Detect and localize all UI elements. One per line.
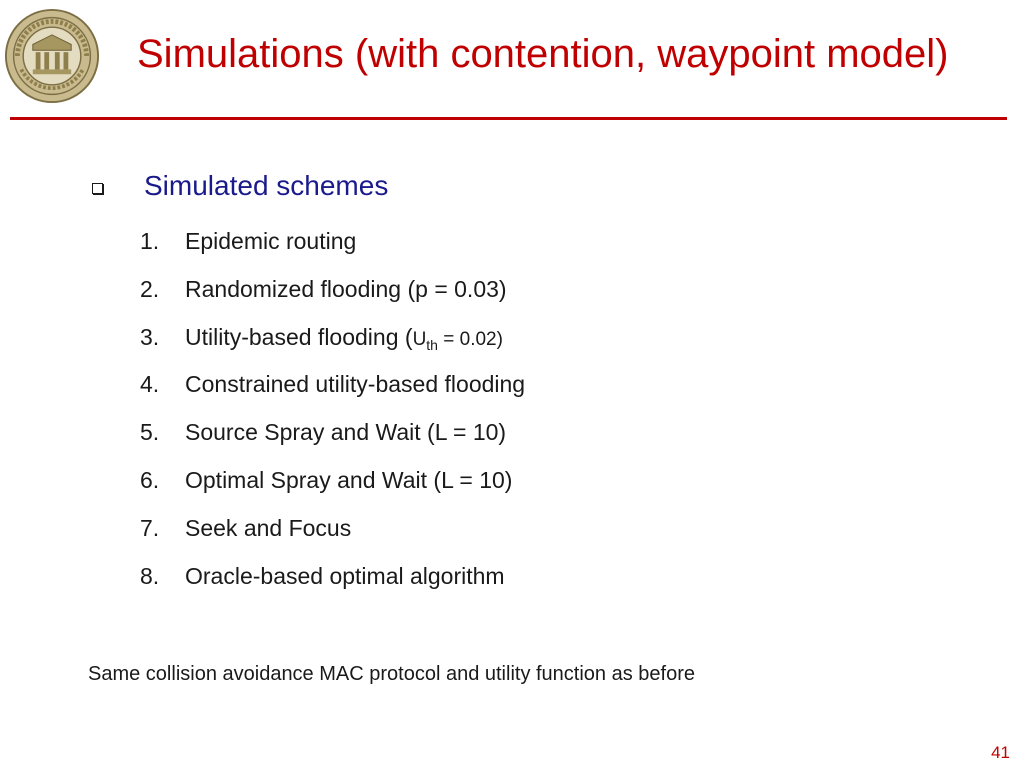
list-item: [140, 370, 525, 418]
item-text: Oracle-based optimal algorithm: [185, 562, 505, 589]
page-number: 41: [991, 743, 1010, 762]
bullet-square-icon: [92, 183, 103, 194]
item-number: 8.: [140, 562, 160, 589]
item-number: 7.: [140, 514, 160, 541]
item-text: Constrained utility-based flooding: [185, 371, 526, 398]
list-item: [140, 275, 525, 323]
item-number: 1.: [140, 228, 160, 254]
page-title: Simulations (with contention, waypoint model): [137, 32, 949, 76]
item-text: Epidemic routing: [185, 228, 357, 254]
list-item: [140, 418, 525, 466]
item-number: 6.: [140, 466, 160, 493]
title-divider: [10, 117, 1007, 120]
list-item: [140, 466, 525, 514]
threshold-variable: U: [412, 328, 427, 350]
university-seal-icon: [4, 8, 100, 104]
item-text: Utility-based flooding (: [185, 323, 413, 350]
threshold-subscript: th: [426, 336, 438, 353]
item-number: 5.: [140, 419, 160, 446]
section-heading: Simulated schemes: [144, 170, 389, 201]
list-item: [140, 227, 525, 275]
item-text: Source Spray and Wait (L = 10): [185, 419, 507, 446]
item-number: 2.: [140, 275, 160, 302]
list-item: [140, 562, 525, 610]
item-text: Optimal Spray and Wait (L = 10): [185, 466, 513, 493]
item-text: Randomized flooding (p = 0.03): [185, 275, 507, 302]
item-text: Seek and Focus: [185, 514, 352, 541]
list-item: [140, 514, 525, 562]
list-item: [140, 323, 525, 371]
threshold-value: = 0.02): [437, 328, 503, 350]
footer-note: Same collision avoidance MAC protocol and utility function as before: [88, 663, 695, 685]
item-number: 4.: [140, 371, 160, 398]
item-number: 3.: [140, 323, 160, 350]
schemes-list: [140, 227, 525, 609]
